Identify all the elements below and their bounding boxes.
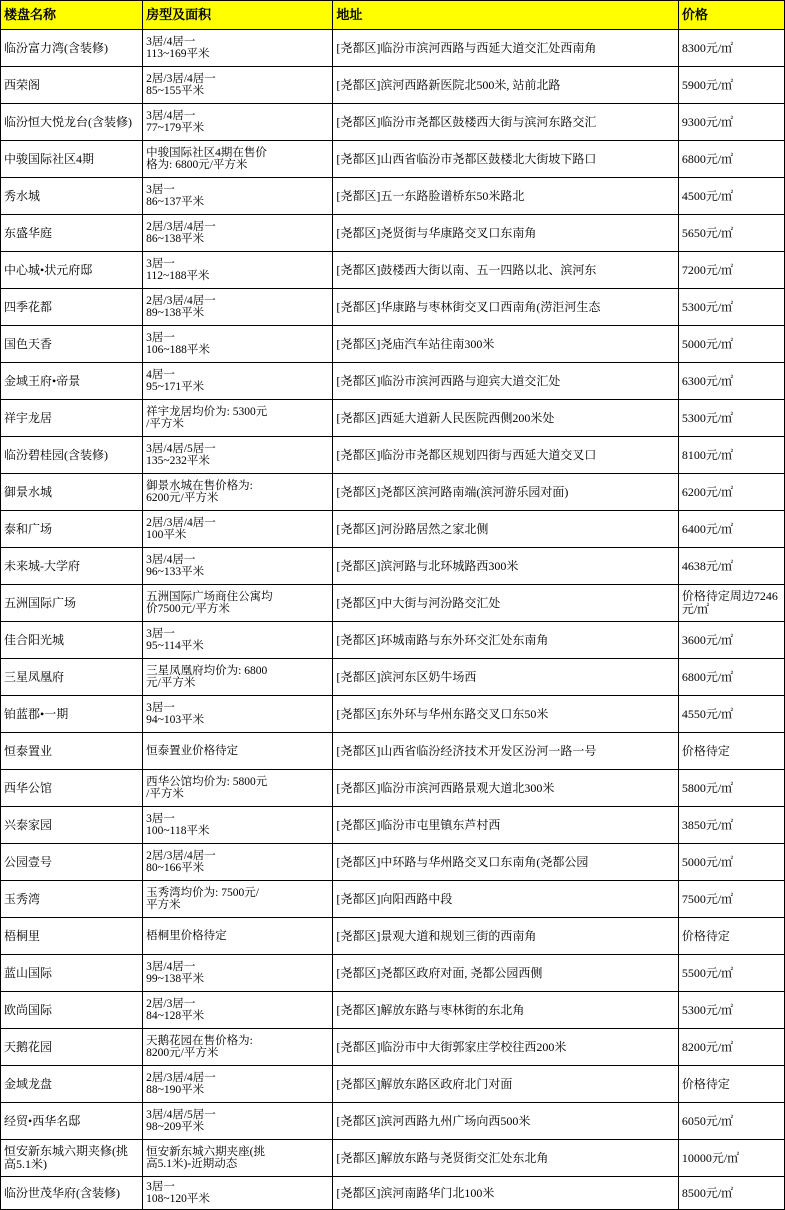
- cell-room-type-line: 86~138平米: [146, 233, 205, 245]
- cell-room-type-line: 3居一: [146, 627, 175, 640]
- cell-price: 8300元/㎡: [678, 30, 784, 67]
- cell-room-type-area: [143, 289, 333, 326]
- column-header-name: 楼盘名称: [1, 1, 143, 30]
- table-row: [1, 955, 785, 992]
- cell-room-type-area: [143, 733, 333, 770]
- cell-room-type-line: 梧桐里价格待定: [146, 929, 227, 942]
- cell-address: [尧都区]滨河西路新医院北500米, 站前北路: [333, 67, 678, 104]
- cell-room-type-line: 86~137平米: [146, 196, 205, 208]
- cell-property-name: 蓝山国际: [1, 955, 143, 992]
- cell-room-type-line: 3居一: [146, 331, 175, 344]
- cell-room-type-line: 3居/4居一: [146, 109, 196, 122]
- cell-room-type-area: [143, 770, 333, 807]
- table-row: [1, 289, 785, 326]
- cell-price: 5500元/㎡: [678, 955, 784, 992]
- table-body: [1, 30, 785, 1210]
- cell-price: 8200元/㎡: [678, 1029, 784, 1066]
- cell-room-type-area: [143, 844, 333, 881]
- cell-room-type-line: 95~114平米: [146, 640, 204, 652]
- cell-room-type-line: 94~103平米: [146, 714, 205, 726]
- cell-price: 价格待定: [678, 918, 784, 955]
- cell-room-type-line: 西华公馆均价为: 5800元: [146, 775, 268, 788]
- cell-room-type-line: 113~169平米: [146, 48, 210, 60]
- cell-room-type-line: 价7500元/平方米: [146, 603, 230, 615]
- cell-price: 5300元/㎡: [678, 289, 784, 326]
- cell-price: 5650元/㎡: [678, 215, 784, 252]
- cell-property-name: 国色天香: [1, 326, 143, 363]
- cell-price: 6800元/㎡: [678, 659, 784, 696]
- cell-property-name: 西荣阁: [1, 67, 143, 104]
- cell-room-type-line: 2居/3居/4居一: [146, 1071, 216, 1084]
- cell-room-type-area: [143, 400, 333, 437]
- cell-room-type-line: 96~133平米: [146, 566, 205, 578]
- column-header-address: 地址: [333, 1, 678, 30]
- table-row: [1, 807, 785, 844]
- cell-room-type-line: 3居/4居一: [146, 35, 196, 48]
- cell-room-type-area: [143, 1066, 333, 1103]
- cell-room-type-line: 3居一: [146, 183, 175, 196]
- cell-address: [尧都区]临汾市屯里镇东芦村西: [333, 807, 678, 844]
- table-row: [1, 1140, 785, 1177]
- cell-room-type-line: 3居一: [146, 1180, 175, 1193]
- cell-room-type-area: [143, 1029, 333, 1066]
- cell-room-type-line: 6200元/平方米: [146, 492, 219, 504]
- cell-room-type-line: 高5.1米)-近期动态: [146, 1158, 238, 1170]
- cell-room-type-line: 2居/3居/4居一: [146, 849, 216, 862]
- cell-address: [尧都区]中环路与华州路交叉口东南角(尧都公园: [333, 844, 678, 881]
- cell-room-type-line: 2居/3居/4居一: [146, 294, 216, 307]
- cell-address: [尧都区]临汾市尧都区鼓楼西大街与滨河东路交汇: [333, 104, 678, 141]
- cell-property-name: 临汾世茂华府(含装修): [1, 1177, 143, 1210]
- cell-room-type-line: /平方米: [146, 418, 184, 430]
- table-row: [1, 881, 785, 918]
- cell-room-type-area: [143, 881, 333, 918]
- cell-room-type-line: 4居一: [146, 368, 175, 381]
- cell-room-type-line: /平方米: [146, 788, 184, 800]
- cell-property-name: 经贸•西华名邸: [1, 1103, 143, 1140]
- cell-property-name: 御景水城: [1, 474, 143, 511]
- cell-room-type-area: [143, 1140, 333, 1177]
- cell-room-type-line: 77~179平米: [146, 122, 205, 134]
- table-row: [1, 178, 785, 215]
- cell-room-type-line: 恒安新东城六期夹座(挑: [146, 1145, 266, 1158]
- cell-room-type-line: 3居/4居一: [146, 553, 196, 566]
- cell-address: [尧都区]尧都区滨河路南端(滨河游乐园对面): [333, 474, 678, 511]
- cell-price: 7200元/㎡: [678, 252, 784, 289]
- cell-room-type-area: [143, 178, 333, 215]
- cell-property-name: 恒安新东城六期夹修(挑高5.1米): [1, 1140, 143, 1177]
- cell-room-type-area: [143, 659, 333, 696]
- table-row: [1, 104, 785, 141]
- cell-address: [尧都区]尧庙汽车站往南300米: [333, 326, 678, 363]
- cell-address: [尧都区]滨河路与北环城路西300米: [333, 548, 678, 585]
- cell-address: [尧都区]华康路与枣林街交叉口西南角(涝洰河生态: [333, 289, 678, 326]
- cell-property-name: 兴泰家园: [1, 807, 143, 844]
- cell-property-name: 玉秀湾: [1, 881, 143, 918]
- cell-address: [尧都区]滨河东区奶牛场西: [333, 659, 678, 696]
- cell-room-type-line: 99~138平米: [146, 973, 205, 985]
- table-row: [1, 622, 785, 659]
- table-row: [1, 992, 785, 1029]
- table-row: [1, 67, 785, 104]
- cell-room-type-area: [143, 511, 333, 548]
- cell-price: 价格待定: [678, 1066, 784, 1103]
- cell-room-type-line: 98~209平米: [146, 1121, 205, 1133]
- cell-room-type-line: 三星凤凰府均价为: 6800: [146, 664, 268, 677]
- table-header-row: [1, 1, 785, 30]
- cell-room-type-line: 89~138平米: [146, 307, 205, 319]
- table-row: [1, 1066, 785, 1103]
- cell-price: 4500元/㎡: [678, 178, 784, 215]
- table-row: [1, 141, 785, 178]
- table-row: [1, 1029, 785, 1066]
- cell-property-name: 天鹅花园: [1, 1029, 143, 1066]
- cell-room-type-line: 85~155平米: [146, 85, 205, 97]
- cell-room-type-line: 御景水城在售价格为:: [146, 479, 253, 492]
- cell-property-name: 恒泰置业: [1, 733, 143, 770]
- cell-address: [尧都区]解放东路区政府北门对面: [333, 1066, 678, 1103]
- cell-price: 6300元/㎡: [678, 363, 784, 400]
- cell-address: [尧都区]尧都区政府对面, 尧都公园西侧: [333, 955, 678, 992]
- cell-room-type-line: 80~166平米: [146, 862, 205, 874]
- cell-room-type-area: [143, 141, 333, 178]
- cell-property-name: 铂蓝郡•一期: [1, 696, 143, 733]
- cell-room-type-line: 3居/4居/5居一: [146, 1108, 216, 1121]
- cell-price: 价格待定周边7246元/㎡: [678, 585, 784, 622]
- cell-property-name: 五洲国际广场: [1, 585, 143, 622]
- cell-room-type-line: 2居/3居/4居一: [146, 72, 216, 85]
- table-row: [1, 733, 785, 770]
- cell-room-type-area: [143, 104, 333, 141]
- cell-price: 5300元/㎡: [678, 992, 784, 1029]
- cell-price: 5800元/㎡: [678, 770, 784, 807]
- cell-room-type-line: 2居/3居一: [146, 997, 196, 1010]
- cell-price: 8100元/㎡: [678, 437, 784, 474]
- cell-room-type-area: [143, 363, 333, 400]
- cell-room-type-line: 五洲国际广场商住公寓均: [146, 590, 273, 603]
- cell-property-name: 未来城-大学府: [1, 548, 143, 585]
- cell-property-name: 梧桐里: [1, 918, 143, 955]
- cell-property-name: 西华公馆: [1, 770, 143, 807]
- cell-room-type-area: [143, 252, 333, 289]
- cell-room-type-line: 106~188平米: [146, 344, 210, 356]
- table-row: [1, 659, 785, 696]
- cell-room-type-line: 3居/4居一: [146, 960, 196, 973]
- cell-address: [尧都区]西延大道新人民医院西侧200米处: [333, 400, 678, 437]
- cell-room-type-line: 135~232平米: [146, 455, 210, 467]
- cell-property-name: 中心城•状元府邸: [1, 252, 143, 289]
- cell-address: [尧都区]山西省临汾市尧都区鼓楼北大街坡下路口: [333, 141, 678, 178]
- cell-room-type-area: [143, 585, 333, 622]
- table-row: [1, 511, 785, 548]
- cell-room-type-line: 3居一: [146, 701, 175, 714]
- cell-room-type-line: 3居一: [146, 812, 175, 825]
- cell-room-type-area: [143, 1177, 333, 1210]
- cell-property-name: 欧尚国际: [1, 992, 143, 1029]
- cell-room-type-line: 元/平方米: [146, 677, 196, 689]
- table-row: [1, 437, 785, 474]
- cell-address: [尧都区]临汾市尧都区规划四街与西延大道交叉口: [333, 437, 678, 474]
- cell-room-type-line: 2居/3居/4居一: [146, 516, 216, 529]
- cell-property-name: 公园壹号: [1, 844, 143, 881]
- cell-room-type-area: [143, 548, 333, 585]
- column-header-price: 价格: [678, 1, 784, 30]
- cell-room-type-line: 平方米: [146, 899, 181, 911]
- table-row: [1, 474, 785, 511]
- cell-address: [尧都区]滨河南路华门北100米: [333, 1177, 678, 1210]
- cell-address: [尧都区]环城南路与东外环交汇处东南角: [333, 622, 678, 659]
- cell-address: [尧都区]临汾市滨河西路景观大道北300米: [333, 770, 678, 807]
- cell-address: [尧都区]中大街与河汾路交汇处: [333, 585, 678, 622]
- cell-price: 10000元/㎡: [678, 1140, 784, 1177]
- cell-price: 4550元/㎡: [678, 696, 784, 733]
- cell-room-type-line: 玉秀湾均价为: 7500元/: [146, 886, 259, 899]
- cell-price: 5300元/㎡: [678, 400, 784, 437]
- cell-room-type-area: [143, 215, 333, 252]
- cell-room-type-area: [143, 992, 333, 1029]
- cell-address: [尧都区]山西省临汾经济技术开发区汾河一路一号: [333, 733, 678, 770]
- table-row: [1, 400, 785, 437]
- table-row: [1, 918, 785, 955]
- table-row: [1, 1177, 785, 1210]
- table-row: [1, 548, 785, 585]
- cell-room-type-area: [143, 807, 333, 844]
- cell-room-type-line: 3居一: [146, 257, 175, 270]
- cell-property-name: 祥宇龙居: [1, 400, 143, 437]
- cell-room-type-area: [143, 67, 333, 104]
- cell-property-name: 秀水城: [1, 178, 143, 215]
- cell-room-type-area: [143, 474, 333, 511]
- table-row: [1, 844, 785, 881]
- cell-price: 5000元/㎡: [678, 326, 784, 363]
- cell-address: [尧都区]五一东路脸谱桥东50米路北: [333, 178, 678, 215]
- cell-price: 价格待定: [678, 733, 784, 770]
- cell-room-type-area: [143, 696, 333, 733]
- cell-property-name: 临汾富力湾(含装修): [1, 30, 143, 67]
- cell-price: 7500元/㎡: [678, 881, 784, 918]
- cell-address: [尧都区]鼓楼西大街以南、五一四路以北、滨河东: [333, 252, 678, 289]
- cell-room-type-line: 祥宇龙居均价为: 5300元: [146, 405, 268, 418]
- cell-address: [尧都区]临汾市滨河西路与迎宾大道交汇处: [333, 363, 678, 400]
- cell-price: 5900元/㎡: [678, 67, 784, 104]
- cell-room-type-area: [143, 955, 333, 992]
- cell-price: 9300元/㎡: [678, 104, 784, 141]
- cell-room-type-area: [143, 30, 333, 67]
- table-row: [1, 363, 785, 400]
- cell-room-type-line: 95~171平米: [146, 381, 205, 393]
- table-row: [1, 696, 785, 733]
- cell-room-type-line: 3居/4居/5居一: [146, 442, 216, 455]
- cell-price: 3850元/㎡: [678, 807, 784, 844]
- cell-address: [尧都区]临汾市滨河西路与西延大道交汇处西南角: [333, 30, 678, 67]
- cell-room-type-line: 格为: 6800元/平方米: [146, 159, 248, 171]
- cell-address: [尧都区]东外环与华州东路交叉口东50米: [333, 696, 678, 733]
- cell-property-name: 临汾碧桂园(含装修): [1, 437, 143, 474]
- cell-price: 8500元/㎡: [678, 1177, 784, 1210]
- cell-room-type-area: [143, 326, 333, 363]
- cell-price: 6200元/㎡: [678, 474, 784, 511]
- cell-price: 6400元/㎡: [678, 511, 784, 548]
- cell-room-type-line: 88~190平米: [146, 1084, 205, 1096]
- cell-address: [尧都区]滨河西路九州广场向西500米: [333, 1103, 678, 1140]
- cell-address: [尧都区]临汾市中大街郭家庄学校往西200米: [333, 1029, 678, 1066]
- cell-address: [尧都区]向阳西路中段: [333, 881, 678, 918]
- cell-room-type-line: 恒泰置业价格待定: [146, 744, 239, 757]
- cell-price: 4638元/㎡: [678, 548, 784, 585]
- column-header-type: 房型及面积: [143, 1, 333, 30]
- cell-property-name: 四季花都: [1, 289, 143, 326]
- cell-room-type-line: 100平米: [146, 529, 187, 541]
- cell-room-type-line: 100~118平米: [146, 825, 210, 837]
- table-row: [1, 585, 785, 622]
- cell-room-type-line: 天鹅花园在售价格为:: [146, 1034, 253, 1047]
- table-row: [1, 1103, 785, 1140]
- cell-room-type-line: 112~188平米: [146, 270, 210, 282]
- cell-address: [尧都区]河汾路居然之家北侧: [333, 511, 678, 548]
- cell-address: [尧都区]尧贤街与华康路交叉口东南角: [333, 215, 678, 252]
- cell-room-type-area: [143, 437, 333, 474]
- cell-price: 3600元/㎡: [678, 622, 784, 659]
- table-row: [1, 215, 785, 252]
- cell-room-type-line: 2居/3居/4居一: [146, 220, 216, 233]
- cell-property-name: 临汾恒大悦龙台(含装修): [1, 104, 143, 141]
- cell-room-type-area: [143, 918, 333, 955]
- cell-room-type-line: 84~128平米: [146, 1010, 205, 1022]
- cell-property-name: 三星凤凰府: [1, 659, 143, 696]
- cell-property-name: 金域龙盘: [1, 1066, 143, 1103]
- cell-property-name: 金域王府•帝景: [1, 363, 143, 400]
- cell-room-type-line: 8200元/平方米: [146, 1047, 219, 1059]
- cell-price: 6050元/㎡: [678, 1103, 784, 1140]
- cell-room-type-line: 中骏国际社区4期在售价: [146, 146, 267, 159]
- cell-price: 5000元/㎡: [678, 844, 784, 881]
- table-row: [1, 770, 785, 807]
- table-row: [1, 252, 785, 289]
- cell-address: [尧都区]景观大道和规划三街的西南角: [333, 918, 678, 955]
- table-row: [1, 30, 785, 67]
- cell-property-name: 中骏国际社区4期: [1, 141, 143, 178]
- cell-address: [尧都区]解放东路与尧贤街交汇处东北角: [333, 1140, 678, 1177]
- table-row: [1, 326, 785, 363]
- cell-room-type-area: [143, 622, 333, 659]
- cell-price: 6800元/㎡: [678, 141, 784, 178]
- cell-room-type-line: 108~120平米: [146, 1193, 210, 1205]
- cell-property-name: 泰和广场: [1, 511, 143, 548]
- cell-room-type-area: [143, 1103, 333, 1140]
- cell-property-name: 佳合阳光城: [1, 622, 143, 659]
- cell-property-name: 东盛华庭: [1, 215, 143, 252]
- cell-address: [尧都区]解放东路与枣林街的东北角: [333, 992, 678, 1029]
